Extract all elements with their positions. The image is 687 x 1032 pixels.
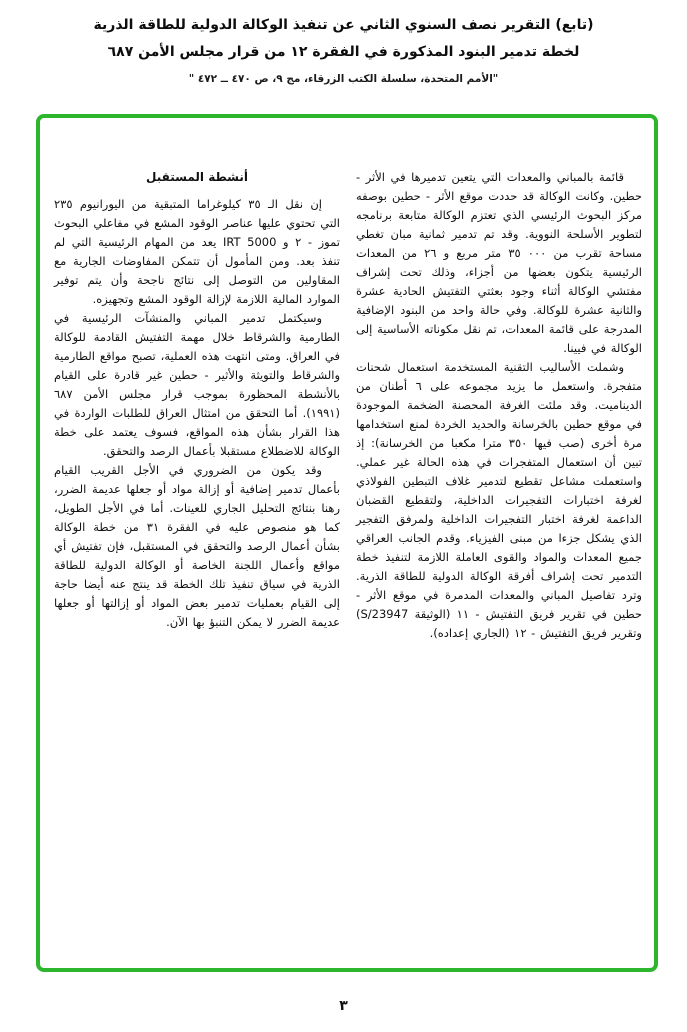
paragraph-left-2: وسيكتمل تدمير المباني والمنشآت الرئيسية في الطارمية والشرقاط خلال مهمة التفتيش القادمة للوكالة في العراق. ومتى انتهت هذه العملية، تصبح مواقع الطارمية والشرقاط والتويثة والأثير - حطين غير قادرة على القيام بالأنشطة المحظورة بموجب قرار مجلس الأمن ٦٨٧ (١٩٩١). أما التحقق من امتثال العراق للطلبات الواردة في هذا القرار بشأن هذه المواقع، فسوف يعتمد على خطة الوكالة للاضطلاع مستقبلا بأعمال الرصد والتحقق. [54, 311, 340, 458]
paragraph-left-3: وقد يكون من الضروري في الأجل القريب القيام بأعمال تدمير إضافية أو إزالة مواد أو جعلها عديمة الضرر، رهنا بنتائج التحليل الجاري للعينات. أما في الأجل الطويل، كما هو منصوص عليه في الفقرة ٣١ من خطة الوكالة بشأن أعمال الرصد والتحقق في المستقبل، فإن تفتيش أي مواقع وأعمال اللجنة الخاصة أو الوكالة الدولية للطاقة الذرية في سياق تنفيذ تلك الخطة قد ينتج عنه أيضا حاجة إلى القيام بعمليات تدمير بعض المواد أو إزالتها أو جعلها عديمة الضرر لا يمكن التنبؤ بها الآن. [54, 463, 340, 629]
document-source-line: "الأمم المتحدة، سلسلة الكتب الزرقاء، مج ٩، ص ٤٧٠ ــ ٤٧٢ " [188, 73, 499, 86]
page-number: ٣ [339, 998, 348, 1014]
paragraph-right-2: وشملت الأساليب التقنية المستخدمة استعمال شحنات متفجرة. واستعمل ما يزيد مجموعه على ٦ أطنان من الديناميت. وقد ملئت الغرفة المحصنة الضخمة الموجودة في موقع حطين بالخرسانة والحديد الخردة لمنع استخدامها مرة أخرى (صب فيها ٣٥٠ مترا مكعبا من الخرسانة): إذ تبين أن استعمال المتفجرات في هذه الحالة غير عملي. واستعملت مشاعل تقطيع لتدمير غلاف التبطين الفولاذي لغرفة اختبارات التفجيرات الداخلية، ولتقطيع القضبان الداعمة لغرفة اختبار التفجيرات الداخلية ولمرفق التفجير الذي يشكل جزءا من مبنى الفيزياء. وقدم الجانب العراقي جميع المعدات والمواد والقوى العاملة اللازمة لتنفيذ خطة التدمير تحت إشراف أفرقة الوكالة الدولية للطاقة الذرية. وترد تفاصيل المباني والمعدات المدمرة في موقع الأثر - حطين في تقرير فريق التفتيش - ١١ (الوثيقة S/23947) وتقرير فريق التفتيش - ١٢ (الجاري إعداده). [356, 360, 643, 640]
paragraph-left-1: إن نقل الـ ٣٥ كيلوغراما المتبقية من اليورانيوم ٢٣٥ التي تحتوي عليها عناصر الوقود المشع في مفاعلي البحوث تموز - ٢ و IRT 5000 يعد من المهام الرئيسية التي لم تنفذ بعد. ومن المأمول أن تتمكن المفاوضات الجارية مع المقاولين من التوصل إلى نتائج ناجحة وأن يتم توفير الموارد المالية اللازمة لإزالة الوقود المشع وتجهيزه. [54, 197, 340, 306]
content-frame [36, 114, 658, 972]
page-footer [0, 995, 687, 1014]
column-left [54, 168, 340, 643]
two-column-layout [40, 118, 654, 643]
section-heading-future-activities: أنشطة المستقبل [146, 170, 248, 184]
column-right [356, 168, 642, 643]
document-title-line-2: لخطة تدمير البنود المذكورة في الفقرة ١٢ من قرار مجلس الأمن ٦٨٧ [107, 43, 580, 60]
document-title-line-1: (تابع) التقرير نصف السنوي الثاني عن تنفيذ الوكالة الدولية للطاقة الذرية [93, 17, 594, 33]
paragraph-right-1: قائمة بالمباني والمعدات التي يتعين تدميرها في الأثر - حطين. وكانت الوكالة قد حددت موقع الأثر - حطين بوصفه مركز البحوث الرئيسي الذي تعتزم الوكالة متابعة برنامجه لتطوير الأسلحة النووية. وقد تم تدمير ثمانية مبان تغطي مساحة تقرب من ٠٠٠ ٣٥ متر مربع و ٢٦ من المعدات الرئيسية يتكون بعضها من أجزاء، وذلك تحت إشراف مفتشي الوكالة أثناء وجود بعثتي التفتيش الحادية عشرة والثانية عشرة للوكالة. وفي حالة واحد من البنود الإضافية المدرجة على قائمة المعدات، تم نقل مكوناته الأساسية إلى الوكالة في فيينا. [356, 170, 642, 355]
document-header [0, 0, 687, 85]
